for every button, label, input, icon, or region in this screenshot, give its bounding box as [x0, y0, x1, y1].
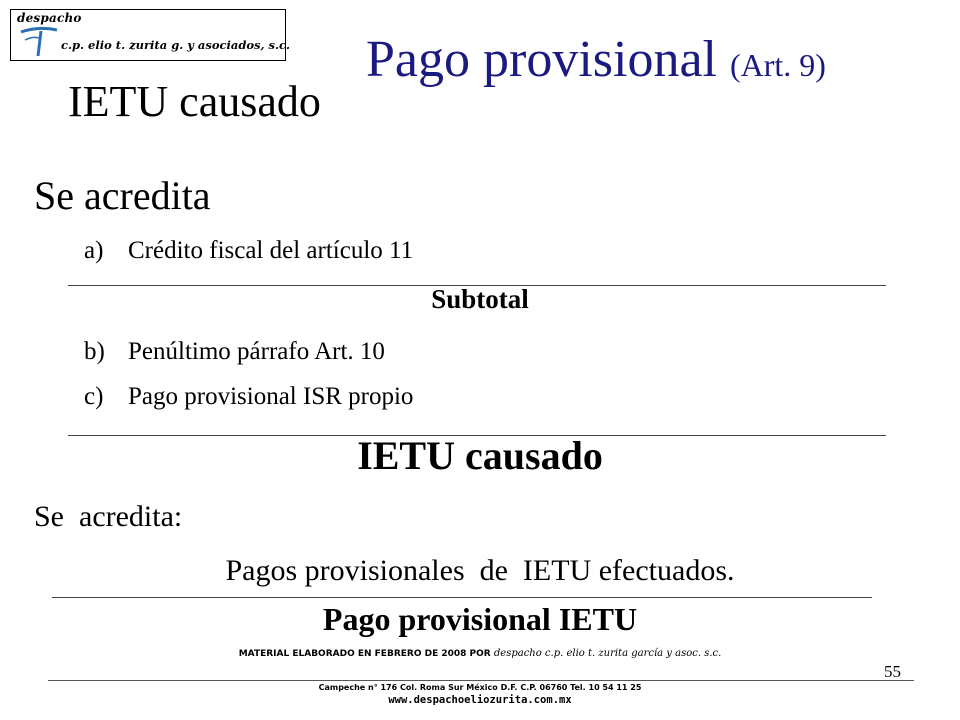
list-marker: c)	[84, 383, 104, 410]
list-marker: a)	[84, 237, 104, 264]
logo-firm-name: c.p. elio t. zurita g. y asociados, s.c.	[61, 38, 291, 52]
pago-provisional-ietu: Pago provisional IETU	[322, 601, 638, 637]
list-text: Crédito fiscal del artículo 11	[128, 237, 414, 264]
footer-author: despacho c.p. elio t. zurita garcía y asoc. s.c.	[493, 648, 722, 659]
list-marker: b)	[84, 338, 105, 365]
logo-word: despacho	[17, 11, 82, 25]
company-logo	[10, 9, 291, 61]
section1-heading: Se acredita	[34, 173, 211, 218]
ietu-causado-total: IETU causado	[357, 433, 603, 478]
footer-website[interactable]: www.despachoeliozurita.com.mx	[388, 694, 572, 706]
section2-heading: Se acredita:	[34, 500, 183, 533]
subtotal-label: Subtotal	[431, 284, 529, 314]
slide-title	[366, 31, 826, 88]
list-item-b	[84, 339, 385, 364]
list-item-a	[84, 238, 413, 263]
footer-material: MATERIAL ELABORADO EN FEBRERO DE 2008 POR	[238, 649, 491, 659]
list-text: Penúltimo párrafo Art. 10	[128, 338, 385, 365]
title-main: Pago provisional	[366, 31, 717, 88]
list-text: Pago provisional ISR propio	[128, 383, 414, 410]
footer-address: Campeche n° 176 Col. Roma Sur México D.F. C.P. 06760 Tel. 10 54 11 25	[318, 683, 642, 692]
footer-divider	[48, 680, 914, 681]
slide-subtitle: IETU causado	[68, 77, 321, 126]
section2-line: Pagos provisionales de IETU efectuados.	[225, 554, 735, 587]
divider-line	[52, 597, 872, 598]
logo-mark-icon	[19, 26, 59, 58]
title-article: (Art. 9)	[729, 47, 826, 83]
footer-credit	[0, 648, 960, 659]
page-number: 55	[884, 662, 901, 681]
list-item-c	[84, 384, 413, 409]
